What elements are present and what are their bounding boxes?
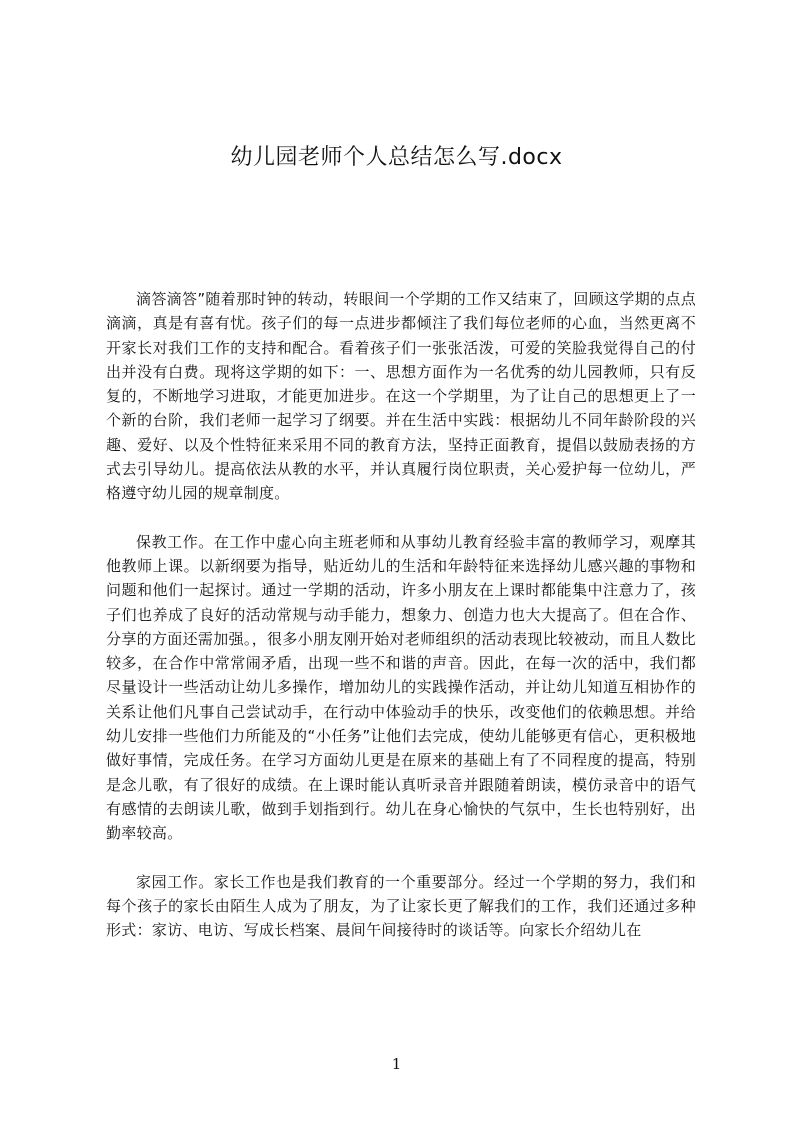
paragraph-intro: 滴答滴答”随着那时钟的转动，转眼间一个学期的工作又结束了，回顾这学期的点点滴滴，真是有喜有忧。孩子们的每一点进步都倾注了我们每位老师的心血，当然更离不开家长对我们工作的支持和配合。看着孩子们一张张活泼，可爱的笑脸我觉得自己的付出并没有白费。现将这学期的如下：一、思想方面作为一名优秀的幼儿园教师，只有反复的，不断地学习进取，才能更加进步。在这一个学期里，为了让自己的思想更上了一个新的台阶，我们老师一起学习了纲要。并在生活中实践：根据幼儿不同年龄阶段的兴趣、爱好、以及个性特征来采用不同的教育方法，坚持正面教育，提倡以鼓励表扬的方式去引导幼儿。提高依法从教的水平，并认真履行岗位职责，关心爱护每一位幼儿，严格遵守幼儿园的规章制度。 (106, 290, 696, 503)
paragraph-teaching-work: 保教工作。在工作中虚心向主班老师和从事幼儿教育经验丰富的教师学习，观摩其他教师上课。以新纲要为指导，贴近幼儿的生活和年龄特征来选择幼儿感兴趣的事物和问题和他们一起探讨。通过一学期的活动，许多小朋友在上课时都能集中注意力了，孩子们也养成了良好的活动常规与动手能力，想象力、创造力也大大提高了。但在合作、分享的方面还需加强。，很多小朋友刚开始对老师组织的活动表现比较被动，而且人数比较多，在合作中常常闹矛盾，出现一些不和谐的声音。因此，在每一次的活中，我们都尽量设计一些活动让幼儿多操作，增加幼儿的实践操作活动，并让幼儿知道互相协作的关系让他们凡事自己尝试动手，在行动中体验动手的快乐，改变他们的依赖思想。并给幼儿安排一些他们力所能及的“小任务”让他们去完成，使幼儿能够更有信心，更积极地做好事情，完成任务。在学习方面幼儿更是在原来的基础上有了不同程度的提高，特别是念儿歌，有了很好的成绩。在上课时能认真听录音并跟随着朗读，模仿录音中的语气有感情的去朗读儿歌，做到手划指到行。幼儿在身心愉快的气氛中，生长也特别好，出勤率较高。 (106, 532, 696, 843)
document-body (106, 287, 696, 966)
document-title: 幼儿园老师个人总结怎么写.docx (230, 145, 563, 170)
page-number: 1 (391, 1055, 402, 1073)
paragraph-home-school-work: 家园工作。家长工作也是我们教育的一个重要部分。经过一个学期的努力，我们和每个孩子的家长由陌生人成为了朋友，为了让家长更了解我们的工作，我们还通过多种形式：家访、电访、写成长档案、晨间午间接待时的谈话等。向家长介绍幼儿在 (106, 872, 696, 940)
